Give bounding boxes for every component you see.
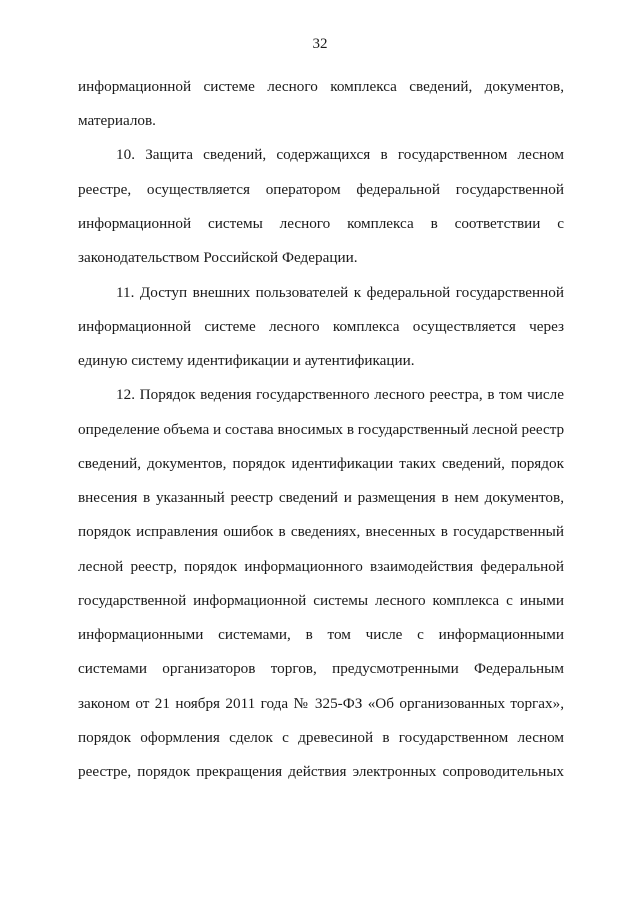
text-line: законом от 21 ноября 2011 года № 325-ФЗ «Об организованных торгах», — [78, 695, 564, 712]
text-line: информационной системе лесного комплекса осуществляется через — [78, 318, 564, 335]
text-line: системами организаторов торгов, предусмотренными Федеральным — [78, 660, 564, 677]
text-line: материалов. — [78, 112, 156, 129]
text-line: государственной информационной системы лесного комплекса с иными — [78, 592, 564, 609]
text-line: 10. Защита сведений, содержащихся в государственном лесном — [116, 146, 564, 163]
text-line: реестре, порядок прекращения действия электронных сопроводительных — [78, 763, 564, 780]
text-line: 12. Порядок ведения государственного лесного реестра, в том числе — [116, 386, 564, 403]
text-line: реестре, осуществляется оператором федеральной государственной — [78, 181, 564, 198]
text-line: порядок исправления ошибок в сведениях, внесенных в государственный — [78, 523, 564, 540]
text-line: определение объема и состава вносимых в государственный лесной реестр — [78, 421, 564, 438]
text-line: порядок оформления сделок с древесиной в государственном лесном — [78, 729, 564, 746]
text-line: информационными системами, в том числе с информационными — [78, 626, 564, 643]
text-line: информационной системы лесного комплекса в соответствии с — [78, 215, 564, 232]
text-line: законодательством Российской Федерации. — [78, 249, 358, 266]
page-number: 32 — [312, 36, 328, 52]
text-line: лесной реестр, порядок информационного взаимодействия федеральной — [78, 558, 564, 575]
text-line: внесения в указанный реестр сведений и размещения в нем документов, — [78, 489, 564, 506]
text-line: сведений, документов, порядок идентификации таких сведений, порядок — [78, 455, 564, 472]
text-line: 11. Доступ внешних пользователей к федеральной государственной — [116, 284, 564, 301]
text-line: единую систему идентификации и аутентификации. — [78, 352, 415, 369]
text-line: информационной системе лесного комплекса сведений, документов, — [78, 78, 564, 95]
